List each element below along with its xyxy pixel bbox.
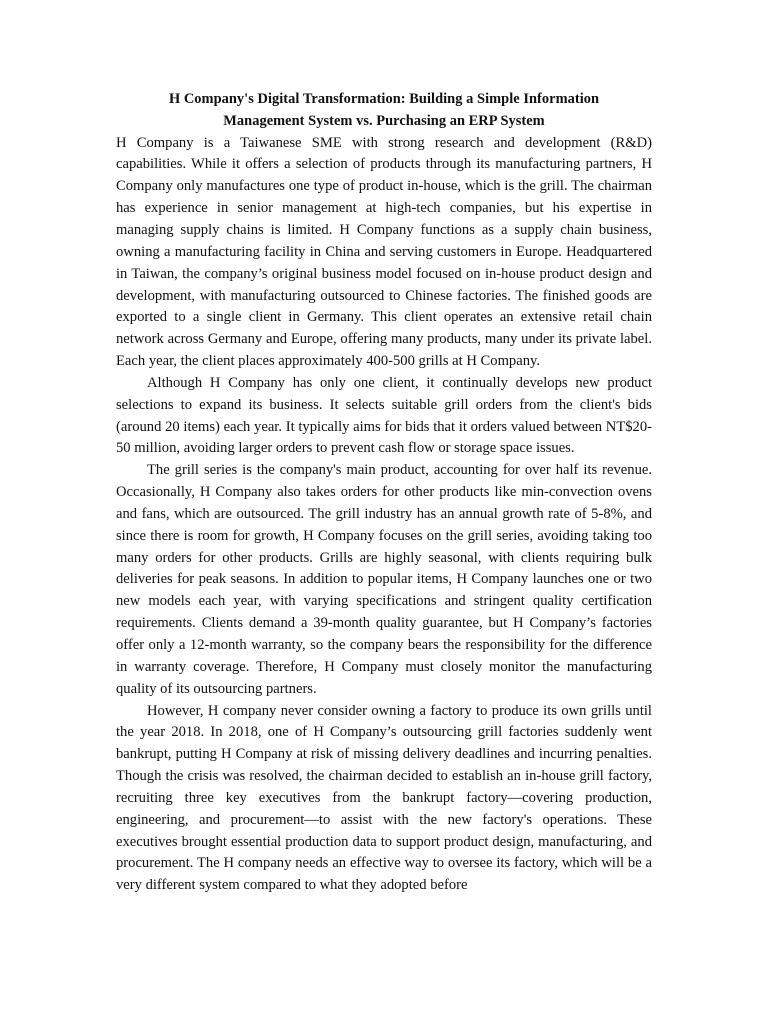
paragraph-factory-decision: However, H company never consider owning a factory to produce its own grills until the year 2018. In 2018, one of H Company’s outsourcing grill factories suddenly went bankrupt, putting H Company at risk of missing delivery deadlines and incurring penalties. Though the crisis was resolved, the chairman decided to establish an in-house grill factory, recruiting three key executives from the bankrupt factory—covering production, engineering, and procurement—to assist with the new factory's operations. These executives brought essential production data to support product design, manufacturing, and procurement. The H company needs an effective way to oversee its factory, which will be a very different system compared to what they adopted before: [116, 702, 652, 894]
document-page: [116, 89, 652, 897]
title-line-2: Management System vs. Purchasing an ERP System: [223, 112, 545, 129]
title-line-1: H Company's Digital Transformation: Building a Simple Information: [168, 91, 600, 107]
document-title: [116, 89, 652, 133]
paragraph-company-overview: H Company is a Taiwanese SME with strong research and development (R&D) capabilities. While it offers a selection of products through its manufacturing partners, H Company only manufactures one type of product in-house, which is the grill. The chairman has experience in senior management at high-tech companies, but his expertise in managing supply chains is limited. H Company functions as a supply chain business, owning a manufacturing facility in China and serving customers in Europe. Headquartered in Taiwan, the company’s original business model focused on in-house product design and development, with manufacturing outsourced to Chinese factories. The finished goods are exported to a single client in Germany. This client operates an extensive retail chain network across Germany and Europe, offering many products, many under its private label. Each year, the client places approximately 400-500 grills at H Company.: [116, 134, 652, 370]
paragraph-grill-series: The grill series is the company's main product, accounting for over half its revenue. Occasionally, H Company also takes orders for other products like min-convection ovens and fans, which are outsourced. The grill industry has an annual growth rate of 5-8%, and since there is room for growth, H Company focuses on the grill series, avoiding taking too many orders for other products. Grills are highly seasonal, with clients requiring bulk deliveries for peak seasons. In addition to popular items, H Company launches one or two new models each year, with varying specifications and stringent quality certification requirements. Clients demand a 39-month quality guarantee, but H Company’s factories offer only a 12-month warranty, so the company bears the responsibility for the difference in warranty coverage. Therefore, H Company must closely monitor the manufacturing quality of its outsourcing partners.: [116, 462, 652, 697]
paragraph-client-bids: Although H Company has only one client, it continually develops new product selections to expand its business. It selects suitable grill orders from the client's bids (around 20 items) each year. It typically aims for bids that it orders valued between NT$20-50 million, avoiding larger orders to prevent cash flow or storage space issues.: [116, 374, 652, 457]
